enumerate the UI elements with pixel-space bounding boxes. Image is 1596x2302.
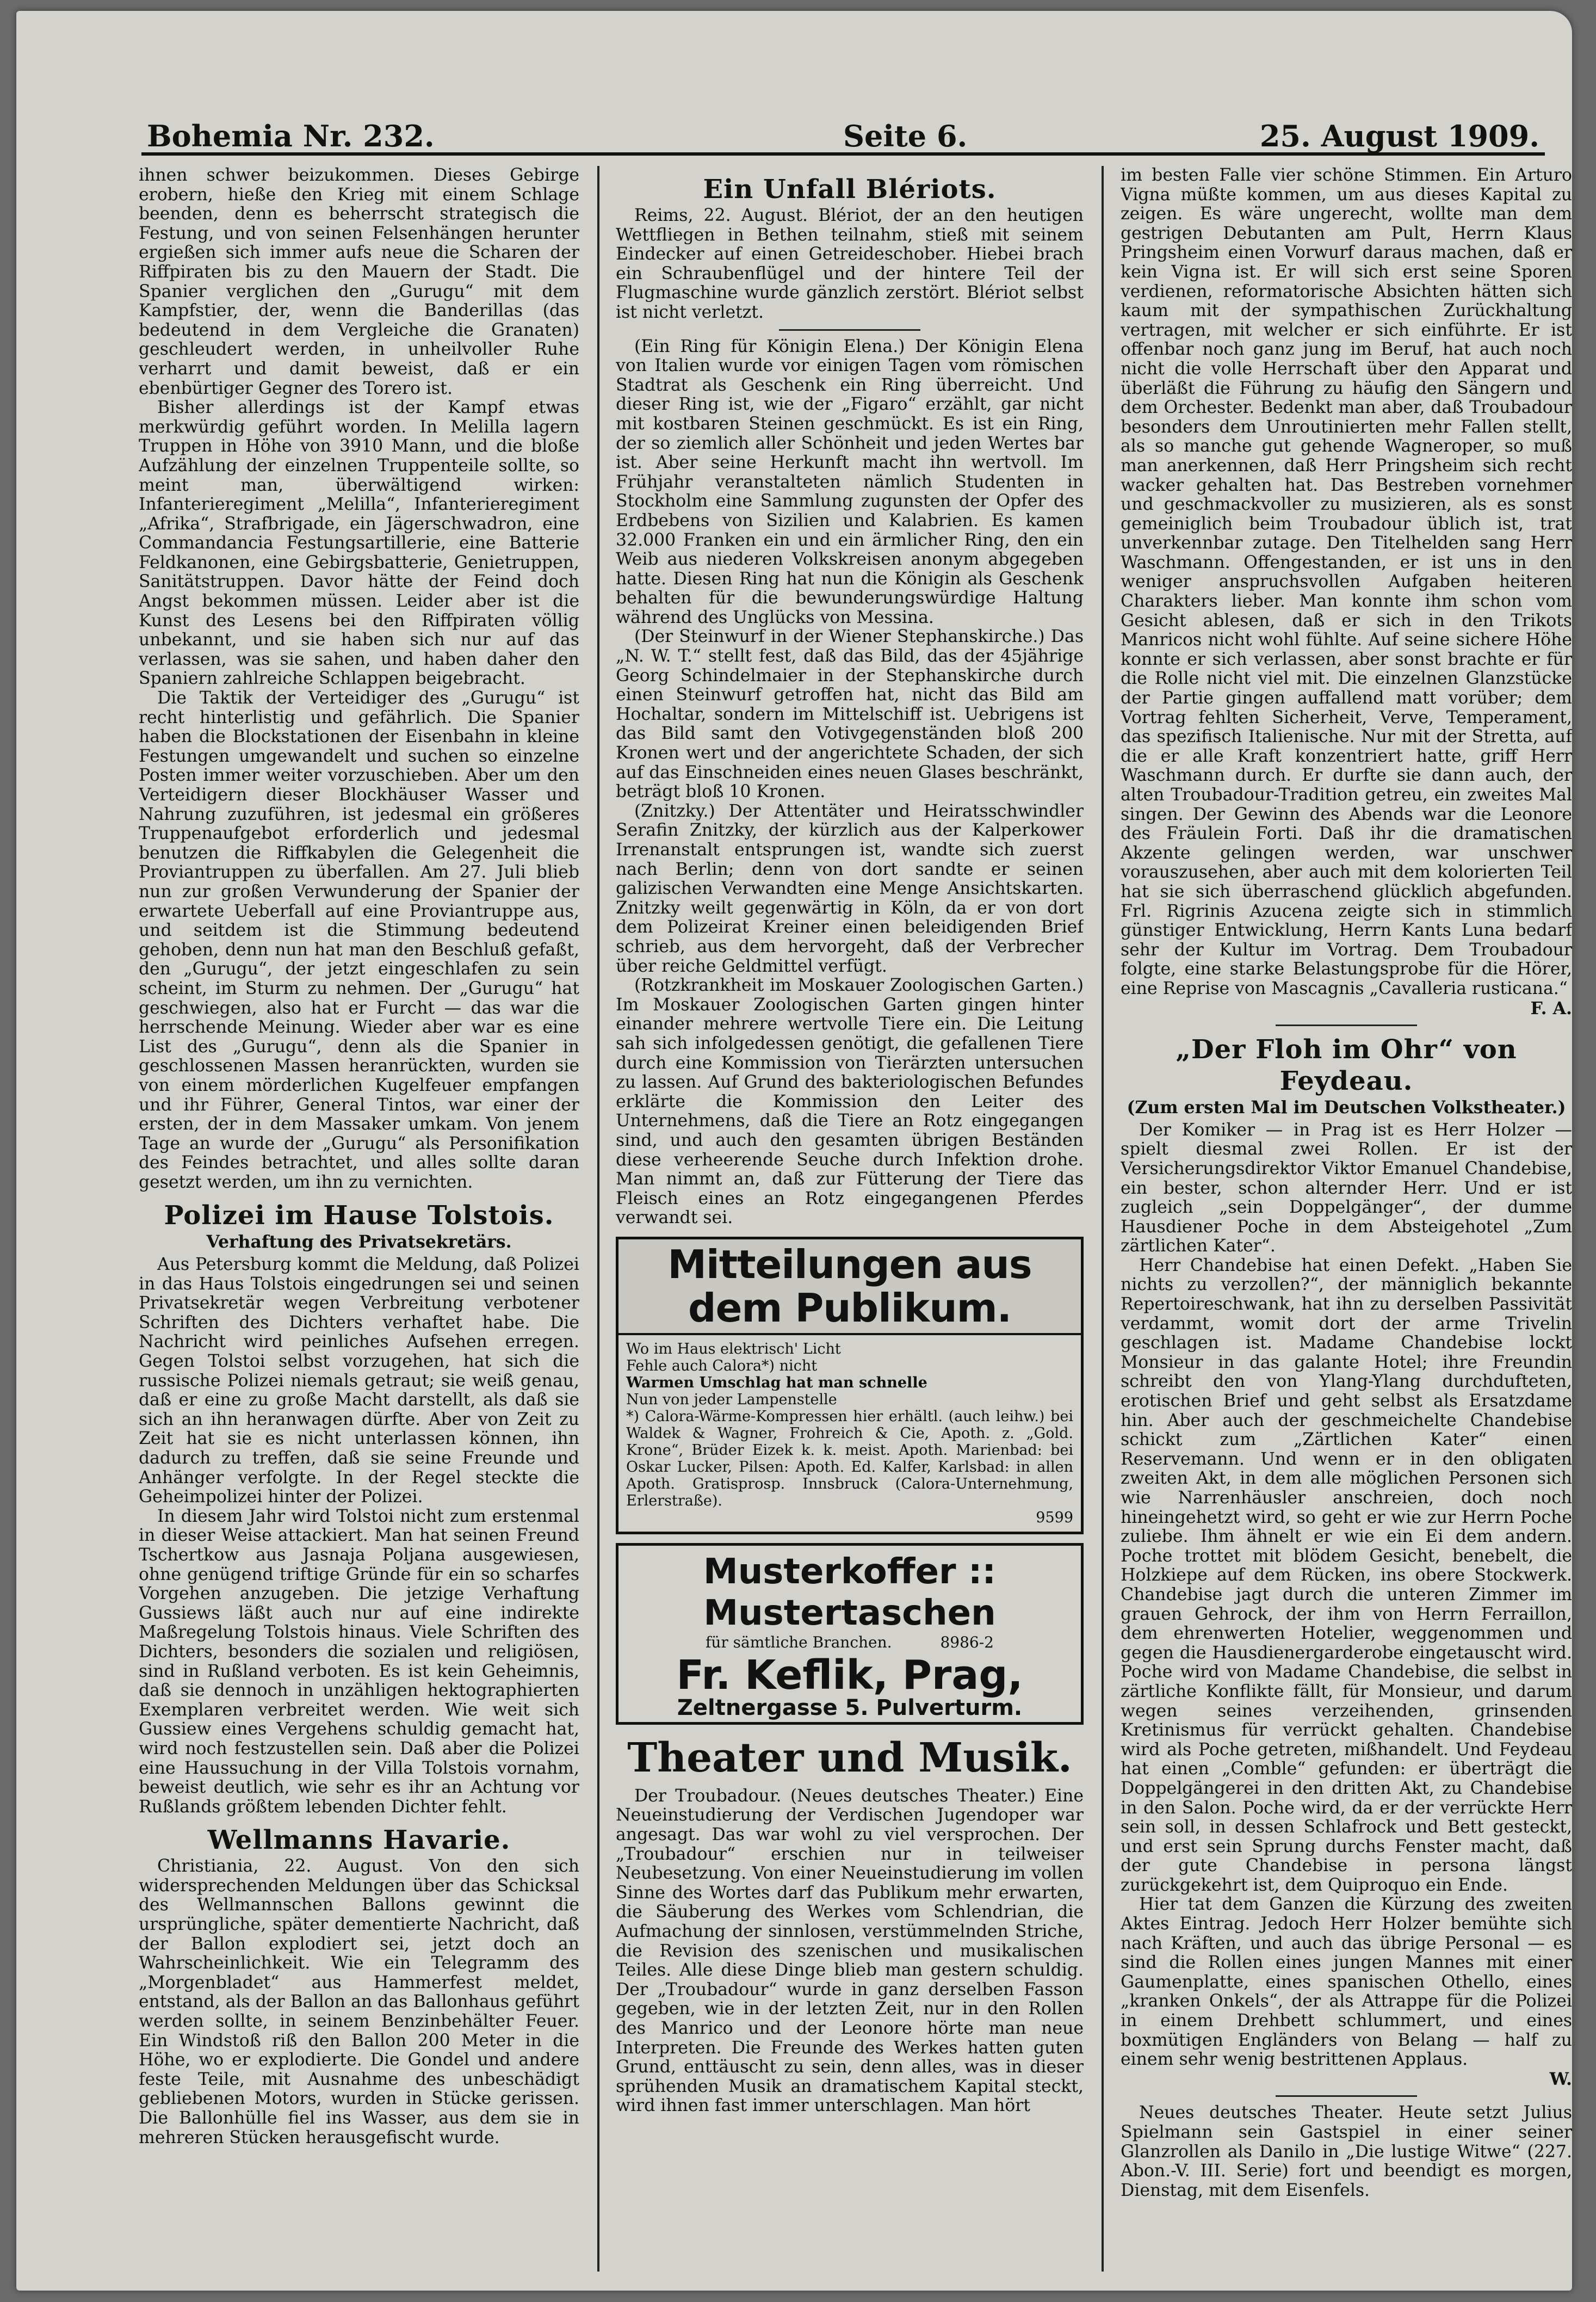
- steinwurf-paragraph: (Der Steinwurf in der Wiener Stephanskirche.) Das „N. W. T.“ stellt fest, daß das Bild, das der 45jährige Georg Schindelmaier in der Stephanskirche durch einen Steinwurf getroffen hat, nicht das Bild am Hochaltar, sondern im Mittelschiff ist. Uebrigens ist das Bild samt den Votivgegenständen bloß 200 Kronen wert und der angerichtete Schaden, der sich auf das Einschneiden eines neuen Glases beschränkt, beträgt bloß 10 Kronen.: [616, 627, 1084, 802]
- column-rule-1: [597, 166, 599, 2272]
- signature-w: W.: [1549, 2069, 1572, 2089]
- gurugu-paragraph-2: Bisher allerdings ist der Kampf etwas merkwürdig geführt worden. In Melilla lagern Truppen in Höhe von 3910 Mann, und die bloße Aufzählung der einzelnen Truppenteile sollte, so meint man, überwältigend wirken: Infanterieregiment „Melilla“, Infanterieregiment „Afrika“, Strafbrigade, ein Jägerschwadron, eine Commandancia Festungsartillerie, eine Batterie Feldkanonen, eine Gebirgsbatterie, Genietruppen, Sanitätstruppen. Davor hätte der Feind doch Angst bekommen müssen. Leider aber ist die Kunst des Lesens bei den Riffpiraten völlig unbekannt, und sie haben sich nur auf das verlassen, was sie sahen, und haben daher den Spaniern zahlreiche Schlappen beigebracht.: [139, 398, 579, 689]
- ad-text: *) Calora-Wärme-Kompressen hier erhältl. (auch leihw.) bei Waldek & Wagner, Frohreich & Cie, Apoth. z. „Gold. Krone“, Brüder Eizek k. k. meist. Apoth. Marienbad: bei Oskar Lucker, Pilsen: Apoth. Ed. Kalfer, Karlsbad: in allen Apoth. Gratisprosp. Innsbruck (Calora-Unternehmung, Erlerstraße).: [626, 1408, 1073, 1509]
- page-header: [141, 114, 1545, 156]
- musterkoffer-firm: Fr. Keflik, Prag,: [676, 1651, 1023, 1699]
- floh-headline: „Der Floh im Ohr“ von Feydeau.: [1176, 1034, 1517, 1097]
- rotz-paragraph: (Rotzkrankheit im Moskauer Zoologischen Garten.) Im Moskauer Zoologischen Garten gingen hinter einander mehrere wertvolle Tiere ein. Die Leitung sah sich infolgedessen genötigt, die gefallenen Tiere durch eine Kommission von Tierärzten untersuchen zu lassen. Auf Grund des bakteriologischen Befundes erklärte die Kommission den Leiter des Unternehmens, daß die Tiere an Rotz eingegangen sind, und auch den gesamten übrigen Beständen diese verheerende Seuche durch Infektion drohe. Man nimmt an, daß zur Fütterung der Tiere das Fleisch eines an Rotz eingegangenen Pferdes verwandt sei.: [616, 976, 1084, 1228]
- neues-theater-paragraph: Neues deutsches Theater. Heute setzt Julius Spielmann sein Gastspiel in einer seiner Glanzrollen als Danilo in „Die lustige Witwe“ (227. Abon.-V. III. Serie) fort und beendigt es morgen, Dienstag, mit dem Eisenfels.: [1121, 2103, 1572, 2200]
- page-number: Seite 6.: [843, 119, 968, 153]
- troubadour-paragraph: Der Troubadour. (Neues deutsches Theater.) Eine Neueinstudierung der Verdischen Jugendoper war angesagt. Das war wohl zu viel versprochen. Der „Troubadour“ erschien nur in teilweiser Neubesetzung. Von einer Neueinstudierung im vollen Sinne des Wortes darf das Publikum mehr erwarten, die Säuberung des Werkes vom Schlendrian, die Aufmachung der sinnlosen, verstümmelnden Striche, die Revision des szenischen und musikalischen Teiles. Alle diese Dinge blieb man gestern schuldig. Der „Troubadour“ wurde in ganz derselben Fasson gegeben, wie in der letzten Zeit, nur in den Rollen des Manrico und der Leonore hörte man neue Interpreten. Die Freunde des Werkes hatten guten Grund, enttäuscht zu sein, denn alles, was in dieser sprühenden Musik an dramatischem Kapital steckt, wird ihnen fast immer unterschlagen. Man hört: [616, 1786, 1084, 2116]
- wellman-paragraph: Christiania, 22. August. Von den sich widersprechenden Meldungen über das Schicksal des Wellmannschen Ballons gewinnt die ursprüngliche, später dementierte Nachricht, daß der Ballon explodiert sei, jetzt doch an Wahrscheinlichkeit. Wie ein Telegramm des „Morgenbladet“ aus Hammerfest meldet, entstand, als der Ballon an das Ballonhaus geführt werden sollte, in seinem Benzinbehälter Feuer. Ein Windstoß riß den Ballon 200 Meter in die Höhe, wo er explodierte. Die Gondel und andere feste Teile, mit Ausnahme des unbeschädigt gebliebenen Motors, wurden in Stücke gerissen. Die Ballonhülle fiel ins Wasser, aus dem sie in mehreren Stücken herausgefischt wurde.: [139, 1856, 579, 2147]
- musterkoffer-title: Musterkoffer :: Mustertaschen: [703, 1551, 996, 1633]
- gurugu-paragraph-3: Die Taktik der Verteidiger des „Gurugu“ ist recht hinterlistig und gefährlich. Die Spanier haben die Blockstationen der Eisenbahn in kleine Festungen umgewandelt und suchen so einzelne Posten immer weiter vorzuschieben. Aber um den Verteidigern dieser Blockhäuser Wasser und Nahrung zuzuführen, ist jedesmal ein größeres Truppenaufgebot erforderlich und jedesmal benutzen die Riffkabylen die Gelegenheit die Proviantruppen zu überfallen. Am 27. Juli blieb nun zur großen Verwunderung der Spanier der erwartete Ueberfall auf eine Proviantruppe aus, und seitdem ist die Stimmung bedeutend gehoben, denn nun hat man den Beschluß gefaßt, den „Gurugu“, der jetzt eingeschlafen zu sein scheint, im Sturm zu nehmen. Der „Gurugu“ hat geschwiegen, also hat er Furcht — das war die herrschende Meinung. Wieder aber war es eine List des „Gurugu“, denn als die Spanier in geschlossenen Massen heranrückten, wurden sie von einem mörderlichen Kugelfeuer empfangen und ihr Führer, General Tintos, war einer der ersten, der in dem Massaker umkam. Von jenem Tage an wurde der „Gurugu“ als Personifikation des Feindes betrachtet, und alles sollte daran gesetzt werden, um ihn zu vernichten.: [139, 688, 579, 1192]
- bleriot-headline: Ein Unfall Blériots.: [703, 174, 997, 205]
- tolstoi-paragraph-1: Aus Petersburg kommt die Meldung, daß Polizei in das Haus Tolstois eingedrungen sei und seinen Privatsekretär wegen Verbreitung verbotener Schriften des Dichters verhaftet habe. Die Nachricht wird peinliches Aufsehen erregen. Gegen Tolstoi selbst vorzugehen, hat sich die russische Polizei niemals getraut; sie weiß genau, daß er eine zu große Macht darstellt, als daß sie sich an ihn heranwagen dürfte. Aber von Zeit zu Zeit hat sie es nicht unterlassen können, ihn dadurch zu treffen, daß sie seine Freunde und Anhänger verfolgte. In der Regel steckte die Geheimpolizei hinter der Polizei.: [139, 1255, 579, 1507]
- gurugu-paragraph-1: ihnen schwer beizukommen. Dieses Gebirge erobern, hieße den Krieg mit einem Schlage beenden, denn es beherrscht strategisch die Festung, und von seinen Felsenhängen herunter ergießen sich immer aufs neue die Scharen der Riffpiraten bis zu den Mauern der Stadt. Die Spanier verglichen den „Gurugu“ mit dem Kampfstier, der, wenn die Banderillas (das bedeutend in dem Vergleiche die Granaten) geschleudert werden, in unheilvoller Ruhe verharrt und damit beweist, daß er ein ebenbürtiger Gegner des Torero ist.: [139, 166, 579, 398]
- newspaper-page: [16, 11, 1572, 2291]
- troubadour-continued: im besten Falle vier schöne Stimmen. Ein Arturo Vigna müßte kommen, um aus dieses Kapital zu zeigen. Es wäre ungerecht, wollte man dem gestrigen Debutanten am Pult, Herrn Klaus Pringsheim einen Vorwurf daraus machen, daß er kein Vigna ist. Er will sich erst seine Sporen verdienen, reformatorische Absichten hätten sich kaum mit der sympathischen Zurückhaltung vertragen, mit welcher er sich einführte. Er ist offenbar noch ganz jung im Beruf, hat auch noch nicht die volle Herrschaft über den Apparat und überläßt die Führung zu häufig den Sängern und dem Orchester. Bedenkt man aber, daß Troubadour besonders dem Unroutinierten mehr Fallen stellt, als so manche gut gehende Wagneroper, so muß man anerkennen, daß Herr Pringsheim sich recht wacker gehalten hat. Das Bestreben vornehmer und geschmackvoller zu musizieren, als es sonst gemeiniglich beim Troubadour üblich ist, trat unverkennbar zutage. Den Titelhelden sang Herr Waschmann. Offengestanden, er ist uns in den weniger anspruchsvollen Aufgaben heiteren Charakters lieber. Man konnte ihm schon vom Gesicht ablesen, daß er sich in den Trikots Manricos nicht wohl fühlte. Auf seine sichere Höhe konnte er sich verlassen, aber sonst brachte er für die Rolle nicht viel mit. Die einzelnen Glanzstücke der Partie gingen auffallend matt vorüber; dem Vortrag fehlten Sicherheit, Verve, Temperament, das spezifisch Italienische. Nur mit der Stretta, auf die er alle Kraft konzentriert hatte, griff Herr Waschmann durch. Er durfte sie dann auch, der alten Troubadour-Tradition getreu, ein zweites Mal singen. Der Gewinn des Abends war die Leonore des Fräulein Forti. Daß ihr die dramatischen Akzente gelingen werden, war unschwer vorauszusehen, aber auch mit dem kolorierten Teil hat sie sich überraschend glücklich abgefunden. Frl. Rigrinis Azucena zeigte sich in stimmlich günstiger Entwicklung, Herrn Kants Luna bedarf sehr der Kultur im Vortrag. Dem Troubadour folgte, eine starke Belastungsprobe für die Hörer, eine Reprise von Mascagnis „Cavalleria rusticana.“: [1121, 166, 1572, 998]
- floh-paragraph-1: Der Komiker — in Prag ist es Herr Holzer — spielt diesmal zwei Rollen. Er ist der Versicherungsdirektor Viktor Emanuel Chandebise, ein bester, schon alternder Herr. Und er ist zugleich „sein Doppelgänger“, der dumme Hausdiener Poche in dem Absteigehotel „Zum zärtlichen Kater“.: [1121, 1120, 1572, 1256]
- separator: [779, 329, 920, 331]
- separator: [1276, 1025, 1417, 1026]
- ad-verse-1: Wo im Haus elektrisch' Licht: [626, 1340, 841, 1357]
- tolstoi-subheadline: Verhaftung des Privatsekretärs.: [206, 1232, 512, 1252]
- ad-reference: 9599: [1036, 1509, 1073, 1526]
- paper-issue: Bohemia Nr. 232.: [147, 119, 435, 153]
- column-1: [139, 166, 579, 2272]
- publikum-ad-title: Mitteilungen aus dem Publikum.: [618, 1239, 1081, 1335]
- ring-paragraph: (Ein Ring für Königin Elena.) Der Königin Elena von Italien wurde vor einigen Tagen vom römischen Stadtrat als Geschenk ein Ring überreicht. Und dieser Ring ist, wie der „Figaro“ erzählt, gar nicht mit kostbaren Steinen geschmückt. Es ist ein Ring, der so ziemlich aller Schönheit und jeden Wertes bar ist. Aber seine Herkunft macht ihn wertvoll. Im Frühjahr veranstalteten nämlich Studenten in Stockholm eine Sammlung zugunsten der Opfer des Erdbebens von Sizilien und Kalabrien. Es kamen 32.000 Franken ein und ein ärmlicher Ring, den ein Weib aus niederen Volkskreisen anonym abgegeben hatte. Diesen Ring hat nun die Königin als Geschenk behalten für die bewunderungswürdige Haltung während des Unglücks von Messina.: [616, 336, 1084, 627]
- signature-fa: F. A.: [1530, 998, 1572, 1019]
- musterkoffer-advertisement: [616, 1543, 1084, 1725]
- znitzky-paragraph: (Znitzky.) Der Attentäter und Heiratsschwindler Serafin Znitzky, der kürzlich aus der Kalperkower Irrenanstalt entsprungen ist, wandte sich zuerst nach Berlin; denn von dort sandte er seinen galizischen Verwandten eine Menge Ansichtskarten. Znitzky weilt gegenwärtig in Köln, da er von dort dem Polizeirat Kreiner einen beleidigenden Brief schrieb, aus dem hervorgeht, daß der Verbrecher über reiche Geldmittel verfügt.: [616, 801, 1084, 976]
- bleriot-paragraph: Reims, 22. August. Blériot, der an den heutigen Wettfliegen in Bethen teilnahm, stieß mit seinem Eindecker auf einen Getreideschober. Hiebei brach ein Schraubenflügel und der hintere Teil der Flugmaschine wurde gänzlich zerstört. Blériot selbst ist nicht verletzt.: [616, 206, 1084, 322]
- musterkoffer-branchen: für sämtliche Branchen.: [705, 1633, 892, 1651]
- theater-headline: Theater und Musik.: [627, 1734, 1072, 1781]
- ad-verse-3: Warmen Umschlag hat man schnelle: [626, 1374, 927, 1391]
- issue-date: 25. August 1909.: [1259, 119, 1539, 153]
- musterkoffer-branchen-line: [626, 1634, 1073, 1651]
- column-3: [1121, 166, 1572, 2272]
- column-2: [616, 166, 1084, 2272]
- tolstoi-headline: Polizei im Hause Tolstois.: [164, 1200, 554, 1231]
- separator: [1276, 2095, 1417, 2097]
- ad-verse-4: Nun von jeder Lampenstelle: [626, 1391, 837, 1408]
- musterkoffer-address: Zeltnergasse 5. Pulverturm.: [677, 1695, 1023, 1720]
- floh-paragraph-3: Hier tat dem Ganzen die Kürzung des zweiten Aktes Eintrag. Jedoch Herr Holzer bemühte sich nach Kräften, und auch das übrige Personal — es sind die Rollen eines jungen Mannes mit einer Gaumenplatte, eines spanischen Othello, eines „kranken Onkels“, der als Attrappe für die Polizei in einem Drehbett schlummert, und eines boxmütigen Engländers von Belang — half zu einem sehr wenig bestrittenen Applaus.: [1121, 1894, 1572, 2070]
- floh-paragraph-2: Herr Chandebise hat einen Defekt. „Haben Sie nichts zu verzollen?“, der männiglich bekannte Repertoireschwank, hat ihn zu derselben Passivität verdammt, womit dort der arme Trivelin geschlagen ist. Madame Chandebise lockt Monsieur in das galante Hotel; ihre Freundin schreibt den von Ylang-Ylang durchdufteten, erotischen Brief und geht selbst als Ersatzdame hin. Aber auch der geschmeichelte Chandebise schickt zum „Zärtlichen Kater“ einen Reservemann. Und wenn er in den obligaten zweiten Akt, in dem alle möglichen Personen sich wie Narrenhäusler anschreien, doch noch hineingehetzt wird, so geht er wie zur Herrn Poche zuliebe. Ihm ähnelt er wie ein Ei dem andern. Poche trottet mit blödem Gesicht, benebelt, die Holzkiepe auf dem Rücken, ins obere Stockwerk. Chandebise jagt durch die unteren Zimmer im grauen Gehrock, der ihm von Herrn Ferraillon, dem ehrenwerten Hotelier, weggenommen und gegen die Hausdienergarderobe eingetauscht wird. Poche wird von Madame Chandebise, die selbst in zärtliche Konflikte fällt, für Monsieur, und darum wegen seines verzeihenden, grinsenden Kretinismus für verrückt gehalten. Chandebise wird als Poche getreten, mißhandelt. Und Feydeau hat einen „Comble“ gefunden: er überträgt die Doppelgängerei in den dritten Akt, zu Chandebise in den Salon. Poche wird, da er der verrückte Herr sein soll, in dessen Schlafrock und Bett gesteckt, und erst sein Sprung durchs Fenster macht, daß der gute Chandebise in persona längst zurückgekehrt ist, dem Quiproquo ein Ende.: [1121, 1255, 1572, 1895]
- wellman-headline: Wellmanns Havarie.: [207, 1825, 511, 1856]
- tolstoi-paragraph-2: In diesem Jahr wird Tolstoi nicht zum erstenmal in dieser Weise attackiert. Man hat seinen Freund Tschertkow aus Jasnaja Poljana ausgewiesen, ohne genügend triftige Gründe für ein so scharfes Vorgehen anzugeben. Die jetzige Verhaftung Gussiews läßt auch nur auf eine indirekte Maßregelung Tolstois hinaus. Viele Schriften des Dichters, besonders die sozialen und religiösen, sind in Rußland verboten. Es ist kein Geheimnis, daß sie dennoch in unzähligen hektographierten Exemplaren verbreitet werden. Wie weit sich Gussiew eines Vergehens schuldig gemacht hat, wird noch festzustellen sein. Daß aber die Polizei eine Haussuchung in der Villa Tolstois vornahm, beweist deutlich, wie sehr es ihr an Achtung vor Rußlands größtem lebenden Dichter fehlt.: [139, 1506, 579, 1817]
- floh-subheadline: (Zum ersten Mal im Deutschen Volkstheater.): [1127, 1097, 1566, 1118]
- publikum-advertisement: [616, 1237, 1084, 1534]
- ad-verse-2: Fehle auch Calora*) nicht: [626, 1357, 818, 1374]
- musterkoffer-ref: 8986-2: [940, 1633, 994, 1651]
- column-rule-2: [1102, 166, 1104, 2272]
